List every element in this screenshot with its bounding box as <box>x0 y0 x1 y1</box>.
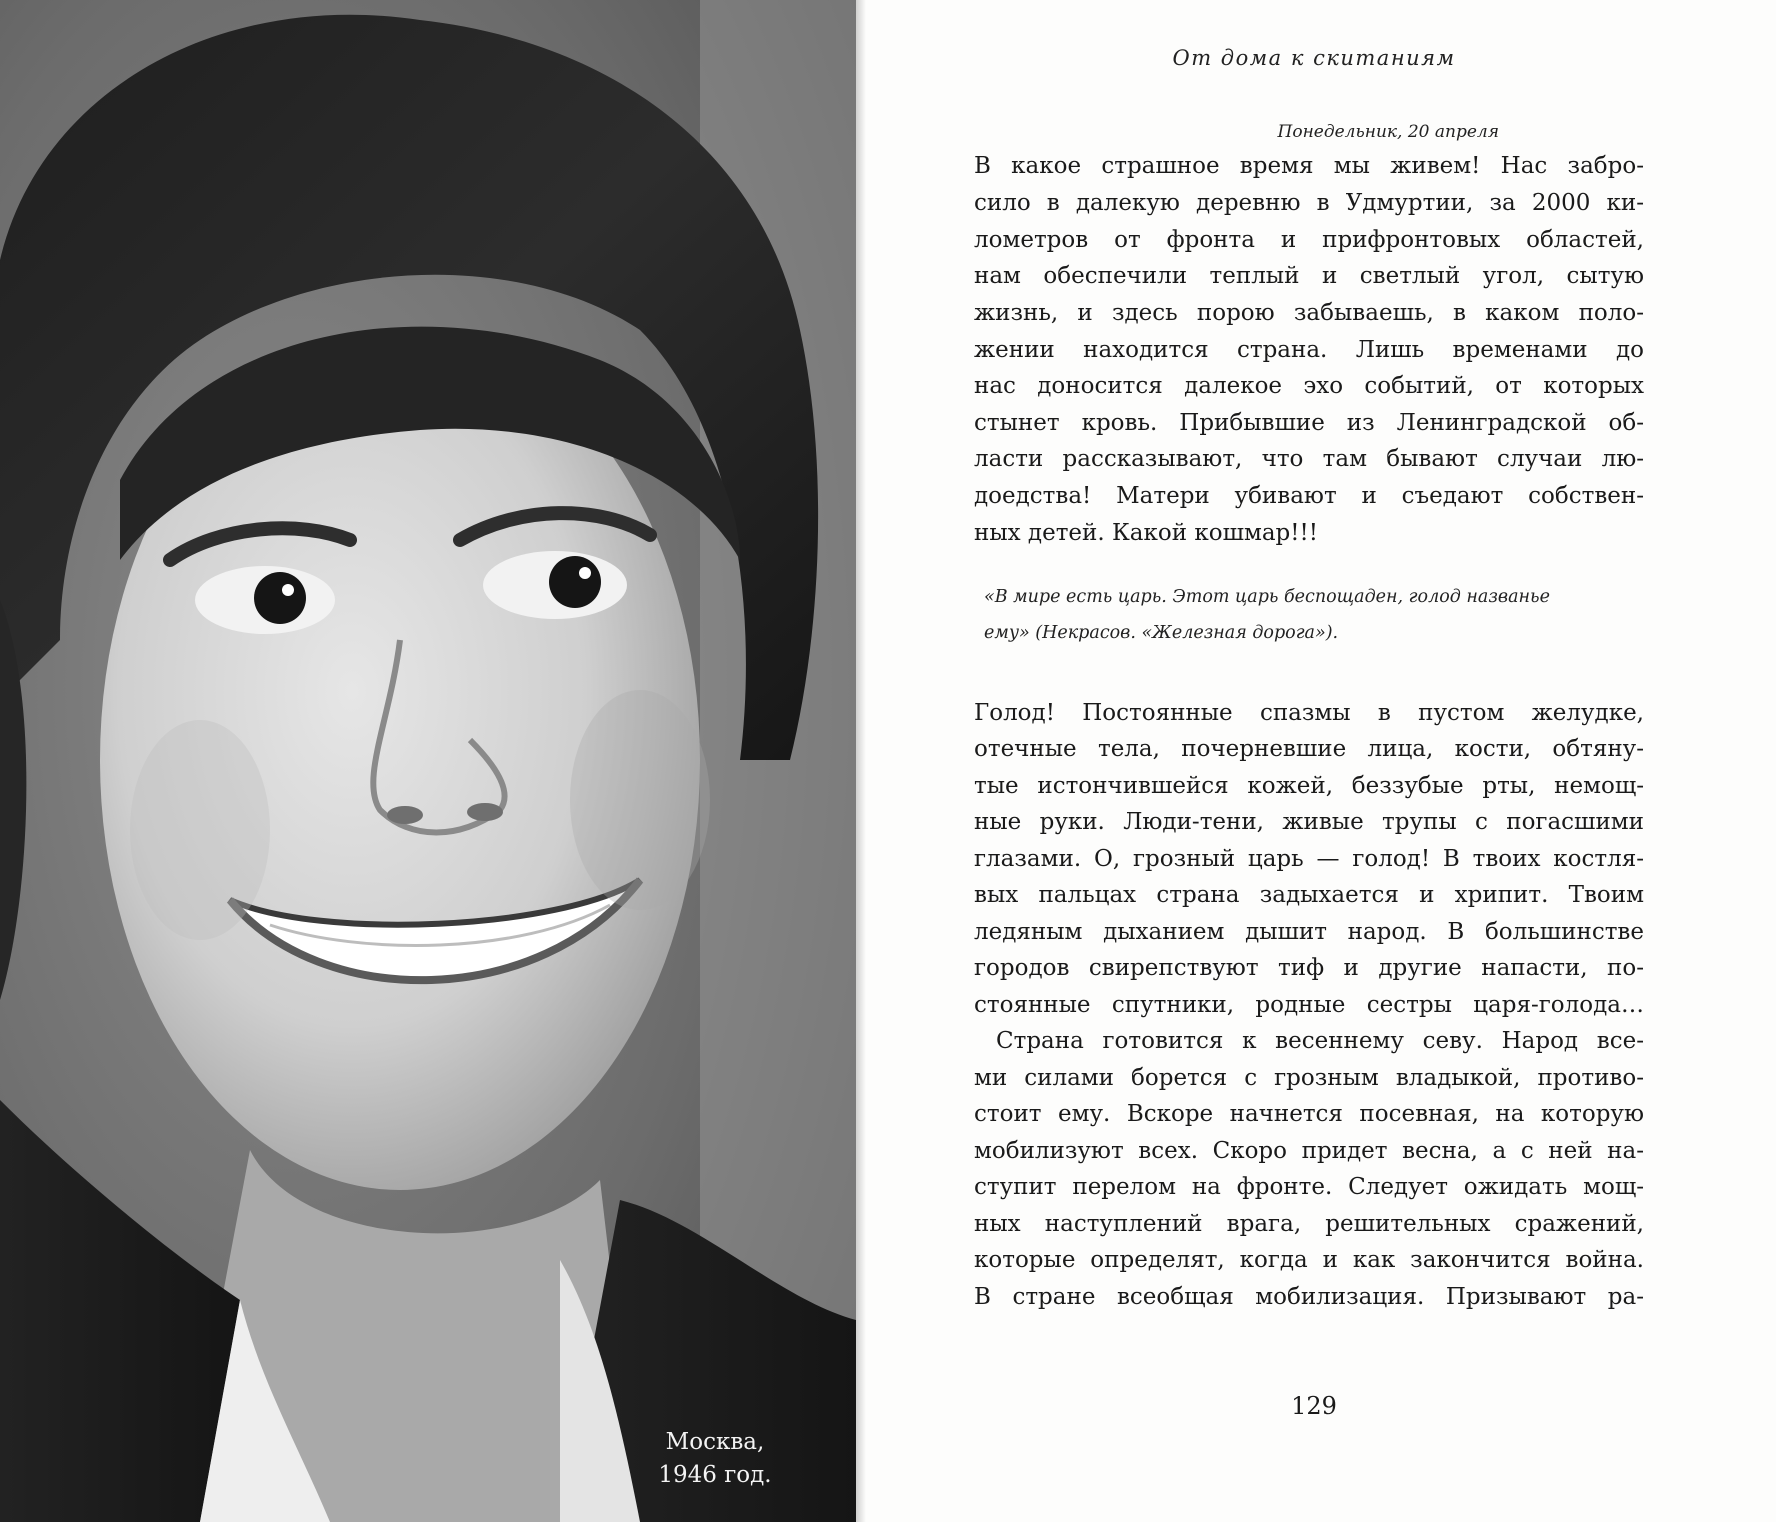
text-line: В стране всеобщая мобилизация. Призывают ра- <box>974 1284 1644 1310</box>
photo-caption-place: Москва, <box>665 1429 765 1455</box>
text-page <box>866 0 1776 1522</box>
text-line: Страна готовится к весеннему севу. Народ все- <box>996 1028 1644 1054</box>
epigraph-line: «В мире есть царь. Этот царь беспощаден, голод названье <box>984 587 1550 607</box>
text-line: мобилизуют всех. Скоро придет весна, а с ней на- <box>974 1138 1644 1164</box>
text-line: ных наступлений врага, решительных сражений, <box>974 1211 1644 1237</box>
text-line: тые истончившейся кожей, беззубые рты, немощ- <box>974 773 1644 799</box>
diary-date: Понедельник, 20 апреля <box>1277 122 1499 142</box>
text-line: стынет кровь. Прибывшие из Ленинградской об- <box>974 410 1644 436</box>
text-line: сило в далекую деревню в Удмуртии, за 2000 ки- <box>974 190 1644 216</box>
text-line: доедства! Матери убивают и съедают собствен- <box>974 483 1644 509</box>
text-line: ных детей. Какой кошмар!!! <box>974 520 1319 546</box>
text-line: нам обеспечили теплый и светлый угол, сытую <box>974 263 1644 289</box>
text-line: ные руки. Люди-тени, живые трупы с погасшими <box>974 809 1644 835</box>
text-line: глазами. О, грозный царь — голод! В твоих костля- <box>974 846 1644 872</box>
text-line: жении находится страна. Лишь временами до <box>974 337 1644 363</box>
portrait-photo-image <box>0 0 856 1522</box>
photo-caption-year: 1946 год. <box>658 1462 772 1488</box>
text-line: Голод! Постоянные спазмы в пустом желудке, <box>974 700 1644 726</box>
portrait-photo <box>0 0 856 1522</box>
text-line: ступит перелом на фронте. Следует ожидать мощ- <box>974 1174 1644 1200</box>
running-head: От дома к скитаниям <box>1172 46 1456 70</box>
text-line: отечные тела, почерневшие лица, кости, обтяну- <box>974 736 1644 762</box>
page-number: 129 <box>1291 1392 1337 1420</box>
text-line: лометров от фронта и прифронтовых областей, <box>974 227 1644 253</box>
text-line: стоянные спутники, родные сестры царя-голода… <box>974 992 1644 1018</box>
epigraph-line: ему» (Некрасов. «Железная дорога»). <box>984 623 1339 643</box>
text-line: городов свирепствуют тиф и другие напасти, по- <box>974 955 1644 981</box>
text-line: жизнь, и здесь порою забываешь, в каком поло- <box>974 300 1644 326</box>
text-line: ми силами борется с грозным владыкой, противо- <box>974 1065 1644 1091</box>
photo-caption <box>640 1426 790 1492</box>
text-line: ласти рассказывают, что там бывают случаи лю- <box>974 446 1644 472</box>
book-gutter <box>856 0 866 1522</box>
text-line: нас доносится далекое эхо событий, от которых <box>974 373 1644 399</box>
text-line: ледяным дыханием дышит народ. В большинстве <box>974 919 1644 945</box>
text-line: В какое страшное время мы живем! Нас забро- <box>974 153 1644 179</box>
text-line: вых пальцах страна задыхается и хрипит. Твоим <box>974 882 1644 908</box>
text-line: стоит ему. Вскоре начнется посевная, на которую <box>974 1101 1644 1127</box>
text-line: которые определят, когда и как закончится война. <box>974 1247 1644 1273</box>
